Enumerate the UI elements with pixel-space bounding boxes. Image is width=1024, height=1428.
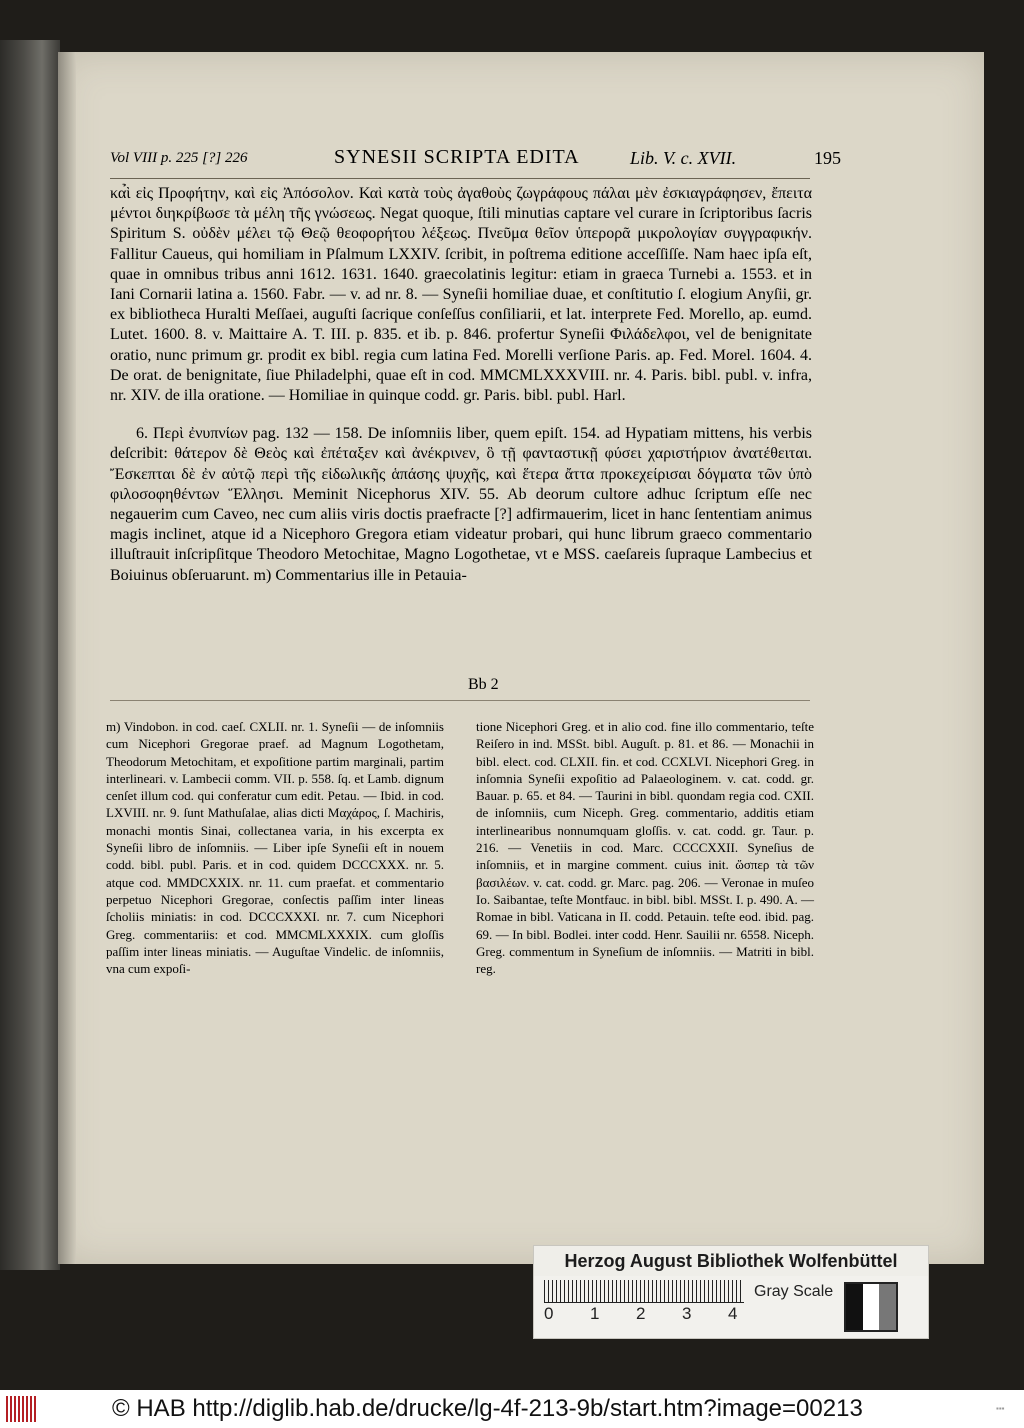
- hab-logo-icon: [6, 1396, 36, 1422]
- adjacent-page-edge: [0, 40, 60, 1270]
- volume-reference: Vol VIII p. 225 [?] 226: [110, 150, 248, 166]
- footer-bar: [0, 1390, 1024, 1428]
- ruler-label: 4: [728, 1304, 738, 1323]
- ruler-label: 3: [682, 1304, 692, 1323]
- gray-scale-swatch: [844, 1282, 898, 1332]
- library-name: Herzog August Bibliothek Wolfenbüttel: [534, 1246, 928, 1276]
- paragraph-2: 6. Περὶ ἐνυπνίων pag. 132 — 158. De inſomniis liber, quem epiſt. 154. ad Hypatiam mittens, his verbis deſcribit: θάτερον δὲ Θεὸς καὶ ἐπέταξεν καὶ ἀνέκρινεν, ὃ τῇ φανταστικῇ φύσει χαριστήριον ἀνατέθειται. Ἔσκεπται δὲ ἐν αὐτῷ περὶ τῆς εἰδωλικῆς ἁπάσης ψυχῆς, καὶ ἕτερα ἄττα προκεχείρισαι δόγματα τῶν ὑπὸ φιλοσοφηθέντων Ἕλλησι. Meminit Nicephorus XIV. 55. Ab deorum cultore adhuc ſcriptum eſſe nec negauerim cum Caveo, nec cum aliis viris doctis praefracte [?] adfirmauerim, licet in hanc ſententiam animus magis inclinet, atque id a Nicephoro Gregora etiam videatur probari, qui hunc librum graeco commentario illuſtrauit inſcripſitque Theodoro Metochitae, Magno Logothetae, vt e MSS. caeſareis ſupraque Lambecius et Boiuinus obſeruarunt. m) Commentarius ille in Petauia-: [110, 425, 812, 584]
- swatch-gray: [879, 1284, 896, 1330]
- swatch-white: [863, 1284, 880, 1330]
- header-rule: [110, 178, 810, 179]
- running-title: SYNESII SCRIPTA EDITA: [334, 146, 580, 168]
- ruler-labels: [544, 1304, 764, 1328]
- running-head: [110, 144, 850, 178]
- paragraph-1: κα̉ὶ εἰς Προφήτην, καὶ εἰς Ἀπόσολον. Καὶ κατὰ τοὺς ἀγαθοὺς ζωγράφους πάλαι μὲν ἐσκιαγράφησεν, ἔπειτα μέντοι διηκρίβωσε τὰ μέλη τῆς γνώσεως. Negat quoque, ſtili minutias captare vel curare in ſcriptoribus ſacris Spiritum S. οὐδὲν μέλει τῷ Θεῷ θεοφορήτου λέξεως. Πνεῦμα θεῖον ὑπερορᾶ μικρολογίαν συγγραφικήν. Fallitur Caueus, qui homiliam in Pſalmum LXXIV. ſcribit, in poſtrema editione acceſſiſſe. Nam haec ipſa eſt, quae in omnibus tribus anni 1612. 1631. 1640. graecolatinis legitur: etiam in graeca Turnebi a. 1553. et in Iani Cornarii latina a. 1560. Fabr. — v. ad nr. 8. — Syneſii homiliae duae, et conſtitutio ſ. elogium Anyſii, gr. ex bibliotheca Huralti Meſſaei, auguſti ſacrique conſeſſus conſiliarii, et lat. interprete Fed. Morello, ap. eumd. Lutet. 1600. 8. v. Maittaire A. T. III. p. 835. et ib. p. 846. profertur Syneſii Φιλάδελφοι, vel de benignitate oratio, nunc primum gr. prodit ex bibl. regia cum latina Fed. Morelli verſione Paris. ap. Fed. Morel. 1604. 4. De orat. de benignitate, ſiue Philadelphi, quae eſt in cod. MMCMLXXXVIII. nr. 4. Paris. bibl. publ. v. infra, nr. XIV. de illa oratione. — Homiliae in quinque codd. gr. Paris. bibl. publ. Harl.: [110, 185, 812, 405]
- ruler-label: 0: [544, 1304, 554, 1323]
- swatch-black: [846, 1284, 863, 1330]
- footnote-column-right: [476, 718, 814, 977]
- main-text: [110, 184, 812, 586]
- page-number: 195: [814, 148, 841, 168]
- page-content: [58, 52, 984, 1264]
- ruler-label: 1: [590, 1304, 600, 1323]
- footnote-column-left: [106, 718, 444, 977]
- signature-mark: Bb 2: [468, 676, 499, 693]
- library-stamp: [533, 1245, 929, 1339]
- book-chapter: Lib. V. c. XVII.: [630, 148, 737, 168]
- footnote-text-right: tione Nicephori Greg. et in alio cod. fine illo commentario, teſte Reiſero in ind. MSSt. bibl. Auguſt. p. 81. et 86. — Monachii in bibl. elect. cod. CLXII. fin. et cod. CCXLVI. Nicephori Greg. in inſomnia Syneſii expoſitio ad Palaeologinem. v. cat. codd. gr. Bauar. p. 65. et 84. — Taurini in bibl. quondam regia cod. CXII. de inſomniis, cum Niceph. Greg. commentario, additis etiam interlinearibus nonnumquam gloſſis. v. cat. codd. gr. Taur. p. 216. — Venetiis in cod. Marc. CCCCXXII. Syneſius de inſomniis, et in margine comment. cuius init. ὥσπερ τὰ τῶν βασιλέων. v. cat. codd. gr. Marc. pag. 206. — Veronae in muſeo Io. Saibantae, teſte Montfauc. in bibl. bibl. MSSt. I. p. 490. A. — Romae in bibl. Vaticana in II. codd. Petauin. teſte eod. ibid. pag. 69. — In bibl. Bodlei. inter codd. Henr. Sauilii nr. 6558. Niceph. Greg. commentum in Syneſium de inſomniis. — Matriti in bibl. reg.: [476, 719, 814, 977]
- copyright-url[interactable]: © HAB http://diglib.hab.de/drucke/lg-4f-213-9b/start.htm?image=00213: [112, 1395, 863, 1422]
- footnotes: [106, 718, 814, 977]
- ruler-label: 2: [636, 1304, 646, 1323]
- gray-scale-label: Gray Scale: [754, 1283, 834, 1300]
- footnote-text-left: m) Vindobon. in cod. caeſ. CXLII. nr. 1. Syneſii — de inſomniis cum Nicephori Gregorae praef. ad Magnum Logothetam, Theodorum Metochitam, et expoſitione partim marginali, partim interlineari. v. Lambecii comm. VII. p. 558. ſq. et Lamb. dignum cenſet illum cod. qui conferatur cum edit. Petau. — Ibid. in cod. LXVIII. nr. 9. ſunt Mathuſalae, alias dicti Μαχάρος, ſ. Machiris, monachi montis Sinai, collectanea varia, in his excerpta ex Syneſii libro de inſomniis. — Liber ipſe Syneſii eſt in nouem codd. bibl. publ. Paris. et in cod. quidem DCCCXXX. nr. 5. atque cod. MMDCXXIX. nr. 11. cum praefat. et commentario perpetuo Nicephori Gregorae, conſectis paſſim inter lineas ſcholiis miniatis: in cod. DCCCXXXI. nr. 7. cum Nicephori Greg. commentariis: et cod. MMCMLXXXIX. cum gloſſis paſſim inter lineas miniatis. — Auguſtae Vindelic. de inſomniis, vna cum expoſi-: [106, 719, 444, 977]
- footer-mark: ▪▪▪: [996, 1404, 1005, 1413]
- footnote-rule: [110, 700, 810, 701]
- scale-ruler: [544, 1280, 744, 1303]
